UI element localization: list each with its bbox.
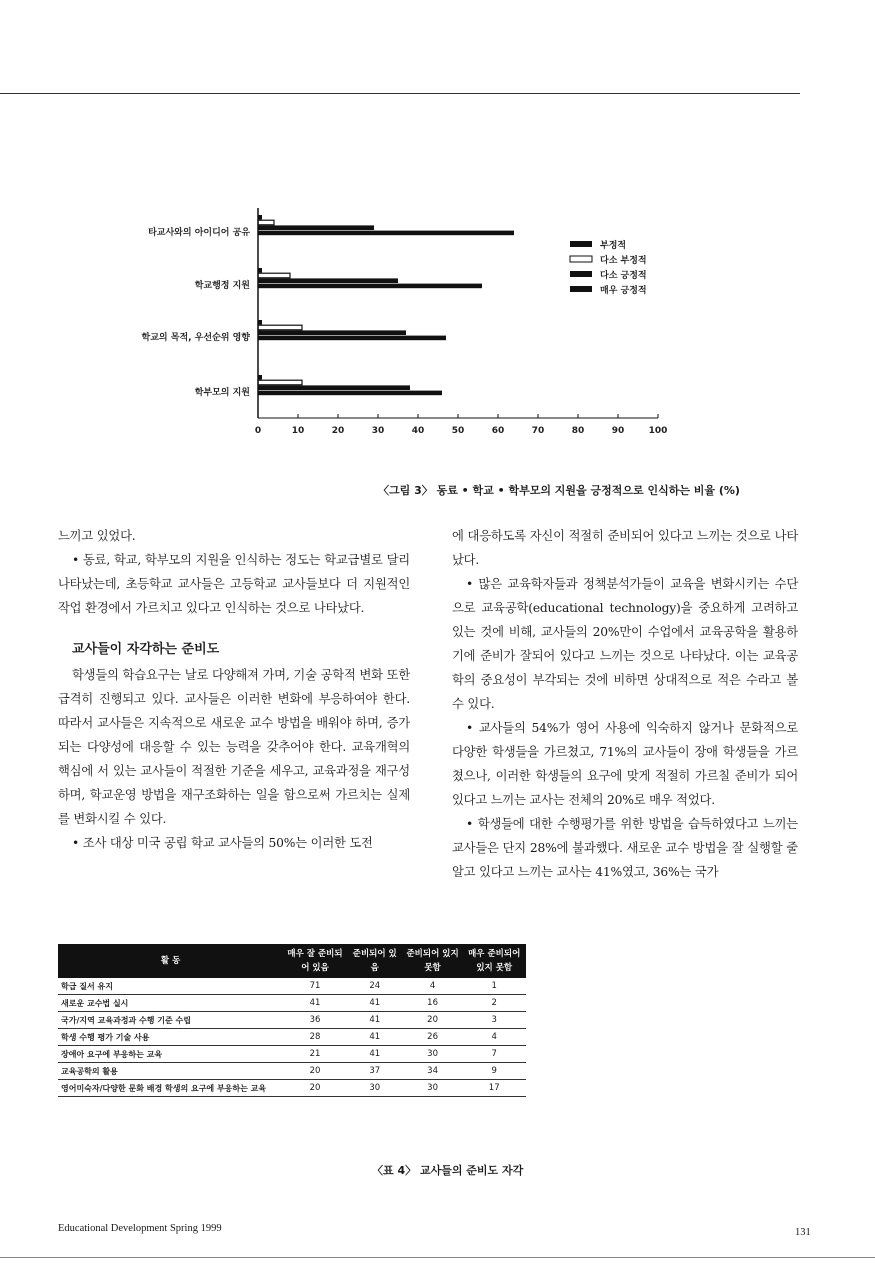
support-chart (0, 190, 700, 450)
table-row (58, 995, 526, 1012)
table-cell: 41 (347, 1012, 403, 1029)
table-header-col3: 준비되어 있지 못함 (403, 944, 463, 978)
chart-caption: 〈그림 3〉 동료 • 학교 • 학부모의 지원을 긍정적으로 인식하는 비율 (%) (378, 484, 740, 497)
table-cell: 28 (283, 1029, 347, 1046)
table-cell: 37 (347, 1063, 403, 1080)
legend-label: 다소 부정적 (600, 256, 647, 266)
bar (258, 284, 482, 289)
readiness-table (58, 944, 526, 1097)
table-cell: 30 (347, 1080, 403, 1097)
table-cell: 4 (403, 978, 463, 995)
journal-footer: Educational Development Spring 1999 (58, 1223, 222, 1234)
category-label: 학교행정 지원 (194, 281, 250, 291)
table-header-activity: 활 동 (58, 944, 283, 978)
table-cell: 20 (283, 1063, 347, 1080)
bar (258, 330, 406, 335)
table-row (58, 1029, 526, 1046)
right-para-3: • 교사들의 54%가 영어 사용에 익숙하지 않거나 문화적으로 다양한 학생들을 가르쳤고, 71%의 교사들이 장애 학생들을 가르쳤으나, 이러한 학생들의 요구에 맞게 적절히 가르칠 준비가 되어 있다고 느끼는 교사는 전체의 20%로 매우 적었다. (452, 721, 798, 807)
x-tick-label: 20 (331, 426, 345, 436)
table-cell: 34 (403, 1063, 463, 1080)
table-header-col4: 매우 준비되어 있지 못함 (462, 944, 526, 978)
x-tick-label: 80 (571, 426, 585, 436)
bar (258, 380, 302, 385)
table-cell: 30 (403, 1080, 463, 1097)
left-para-1: 느끼고 있었다. (58, 529, 136, 543)
table-cell: 41 (283, 995, 347, 1012)
table-cell: 학생 수행 평가 기술 사용 (58, 1029, 283, 1046)
table-cell: 교육공학의 활용 (58, 1063, 283, 1080)
bar (258, 225, 374, 230)
legend-swatch (570, 241, 592, 247)
left-column (58, 524, 410, 855)
table-row (58, 1046, 526, 1063)
table-cell: 1 (462, 978, 526, 995)
table-cell: 영어미숙자/다양한 문화 배경 학생의 요구에 부응하는 교육 (58, 1080, 283, 1097)
table-cell: 41 (347, 1046, 403, 1063)
x-tick-label: 50 (451, 426, 465, 436)
table-header-col2: 준비되어 있음 (347, 944, 403, 978)
table-cell: 9 (462, 1063, 526, 1080)
table-cell: 71 (283, 978, 347, 995)
table-cell: 2 (462, 995, 526, 1012)
legend-label: 매우 긍정적 (600, 286, 647, 296)
table-cell: 새로운 교수법 실시 (58, 995, 283, 1012)
legend-label: 다소 긍정적 (600, 271, 647, 281)
x-tick-label: 40 (411, 426, 425, 436)
bar (258, 231, 514, 236)
table-cell: 16 (403, 995, 463, 1012)
table-cell: 21 (283, 1046, 347, 1063)
table-row (58, 1063, 526, 1080)
table-cell: 7 (462, 1046, 526, 1063)
table-row (58, 1012, 526, 1029)
table-cell: 41 (347, 1029, 403, 1046)
legend-swatch (570, 271, 592, 277)
x-tick-label: 70 (531, 426, 545, 436)
table-cell: 36 (283, 1012, 347, 1029)
category-label: 학부모의 지원 (194, 388, 250, 398)
x-tick-label: 100 (648, 426, 668, 436)
table-cell: 24 (347, 978, 403, 995)
table-header-col1: 매우 잘 준비되어 있음 (283, 944, 347, 978)
table-cell: 국가/지역 교육과정과 수행 기준 수립 (58, 1012, 283, 1029)
legend-swatch (570, 286, 592, 292)
table-cell: 41 (347, 995, 403, 1012)
category-label: 학교의 목적, 우선순위 영향 (141, 333, 250, 343)
table-cell: 3 (462, 1012, 526, 1029)
legend-label: 부정적 (600, 241, 627, 251)
bar (258, 336, 446, 341)
x-tick-label: 60 (491, 426, 505, 436)
bar (258, 278, 398, 283)
left-para-3: 학생들의 학습요구는 날로 다양해져 가며, 기술 공학적 변화 또한 급격히 진행되고 있다. 교사들은 이러한 변화에 부응하여야 한다. 따라서 교사들은 지속적으로 새로운 교수 방법을 배워야 하며, 증가되는 다양성에 대응할 수 있는 능력을 갖추어야 한다. 교육개혁의 핵심에 서 있는 교사들이 적절한 기준을 세우고, 교육과정을 재구성하며, 학교운영 방법을 재구조화하는 일을 함으로써 가르치는 실제를 변화시킬 수 있다. (58, 668, 410, 826)
x-tick-label: 0 (254, 426, 262, 436)
table-header-row (58, 944, 526, 978)
table-cell: 장애아 요구에 부응하는 교육 (58, 1046, 283, 1063)
right-para-2: • 많은 교육학자들과 정책분석가들이 교육을 변화시키는 수단으로 교육공학(educational technology)을 중요하게 고려하고 있는 것에 비해, 교사들의 20%만이 수업에서 교육공학을 활용하기에 준비가 잘되어 있다고 느끼는 것으로 나타났다. 이는 교육공학의 중요성이 부각되는 것에 비하면 상대적으로 적은 수라고 볼 수 있다. (452, 577, 798, 711)
table-cell: 20 (403, 1012, 463, 1029)
left-para-2: • 동료, 학교, 학부모의 지원을 인식하는 정도는 학교급별로 달리 나타났는데, 초등학교 교사들은 고등학교 교사들보다 더 지원적인 작업 환경에서 가르치고 있다고 인식하는 것으로 나타났다. (58, 553, 410, 615)
section-heading: 교사들이 자각하는 준비도 (72, 642, 220, 657)
bar (258, 220, 274, 225)
table-cell: 26 (403, 1029, 463, 1046)
bar (258, 325, 302, 330)
top-rule (0, 93, 800, 94)
x-tick-label: 10 (291, 426, 305, 436)
table-caption: 〈표 4〉 교사들의 준비도 자각 (372, 1164, 524, 1177)
legend-swatch (570, 256, 592, 262)
table-row (58, 1080, 526, 1097)
table-cell: 20 (283, 1080, 347, 1097)
left-para-4: • 조사 대상 미국 공립 학교 교사들의 50%는 이러한 도전 (72, 836, 373, 850)
x-tick-label: 30 (371, 426, 385, 436)
right-column (452, 524, 798, 884)
page-number: 131 (795, 1227, 811, 1238)
table-cell: 학급 질서 유지 (58, 978, 283, 995)
table-cell: 17 (462, 1080, 526, 1097)
right-para-4: • 학생들에 대한 수행평가를 위한 방법을 습득하였다고 느끼는 교사들은 단지 28%에 불과했다. 새로운 교수 방법을 잘 실행할 줄 알고 있다고 느끼는 교사는 41%였고, 36%는 국가 (452, 817, 798, 879)
category-label: 타교사와의 아이디어 공유 (148, 228, 250, 238)
table-cell: 30 (403, 1046, 463, 1063)
x-tick-label: 90 (611, 426, 625, 436)
table-cell: 4 (462, 1029, 526, 1046)
bar (258, 385, 410, 390)
table-row (58, 978, 526, 995)
right-para-1: 에 대응하도록 자신이 적절히 준비되어 있다고 느끼는 것으로 나타났다. (452, 529, 798, 567)
bottom-rule (0, 1257, 875, 1258)
bar (258, 391, 442, 396)
bar (258, 273, 290, 278)
